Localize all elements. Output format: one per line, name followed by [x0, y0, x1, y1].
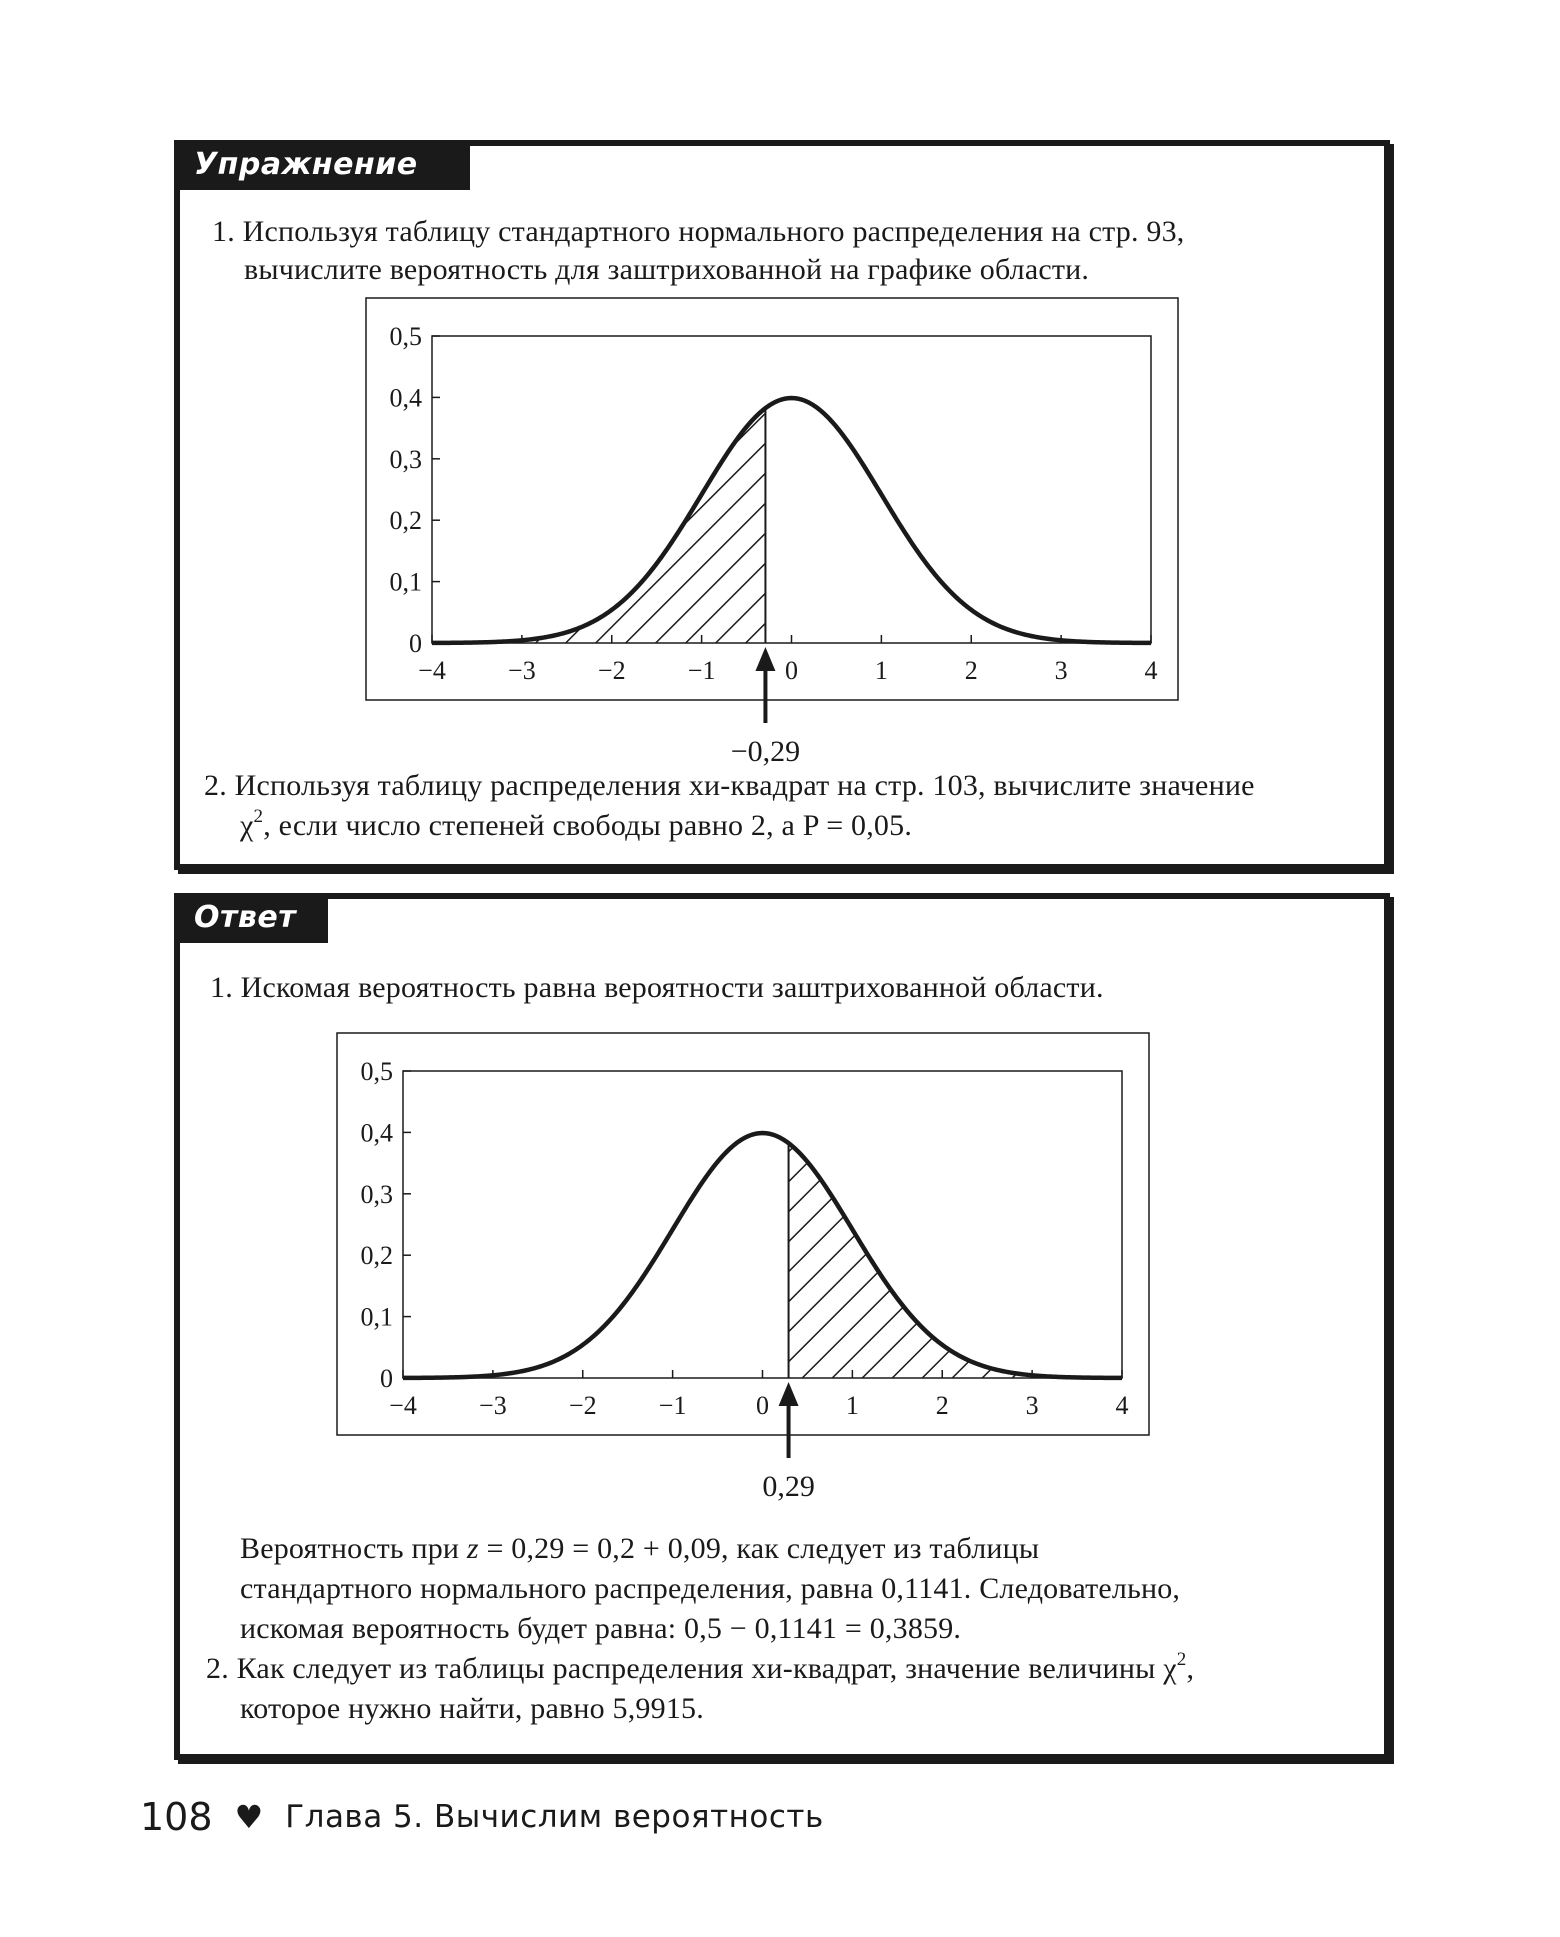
y-tick-label: 0,4 — [389, 383, 422, 413]
exercise-item2-number: 2. — [204, 769, 227, 802]
answer-item2-number: 2. — [206, 1652, 229, 1685]
answer-item2-text: Как следует из таблицы распределения хи-квадрат, значение величины χ — [236, 1652, 1177, 1685]
x-tick-label: 1 — [845, 1391, 859, 1420]
hatch-line — [772, 1102, 1048, 1378]
y-tick-label: 0,5 — [389, 322, 422, 351]
y-tick-label: 0,4 — [360, 1118, 393, 1148]
answer-para-line3: искомая вероятность будет равна: 0,5 − 0,1141 = 0,3859. — [240, 1612, 962, 1645]
answer-item1-number: 1. — [210, 971, 233, 1004]
normal-curve — [403, 1133, 1122, 1378]
chi-symbol: χ — [240, 809, 254, 842]
hatch-line — [712, 1102, 988, 1378]
exercise-item2-rest: , если число степеней свободы равно 2, а P = 0,05. — [263, 809, 913, 842]
hatch-line — [1072, 1102, 1348, 1378]
x-tick-label: −3 — [479, 1391, 507, 1420]
x-tick-label: 4 — [1115, 1391, 1129, 1420]
hatch-line — [1402, 1102, 1560, 1378]
hatch-line — [562, 1102, 838, 1378]
chi-superscript-answer: 2 — [1176, 1649, 1187, 1670]
answer-item1-text: Искомая вероятность равна вероятности заштрихованной области. — [240, 971, 1104, 1004]
y-tick-label: 0,2 — [389, 506, 422, 536]
hatch-line — [1282, 1102, 1558, 1378]
x-tick-label: −1 — [687, 656, 716, 685]
x-tick-label: −1 — [658, 1391, 687, 1420]
hatch-line — [1102, 1102, 1378, 1378]
hatch-line — [1132, 1102, 1408, 1378]
marker-arrow-head — [779, 1382, 799, 1406]
x-tick-label: −4 — [418, 656, 446, 685]
exercise-item2-text: Используя таблицу распределения хи-квадрат на стр. 103, вычислите значение — [234, 769, 1255, 802]
hatch-line — [532, 1102, 808, 1378]
hatch-line — [742, 1102, 1018, 1378]
exercise-item1-line2: вычислите вероятность для заштрихованной на графике области. — [244, 253, 1090, 286]
exercise-item1-text: Используя таблицу стандартного нормального распределения на стр. 93, — [242, 215, 1185, 248]
hatch-line — [592, 1102, 868, 1378]
page-footer — [140, 1795, 824, 1845]
x-tick-label: 2 — [964, 656, 978, 685]
exercise-item1-number: 1. — [212, 215, 235, 248]
answer-item2-comma: , — [1186, 1652, 1195, 1685]
answer-title: Ответ — [174, 893, 328, 943]
chart-plot-frame — [403, 1071, 1122, 1378]
hatch-line — [982, 1102, 1258, 1378]
x-tick-label: 2 — [935, 1391, 949, 1420]
hatch-line — [1012, 1102, 1288, 1378]
x-tick-label: −2 — [568, 1391, 597, 1420]
hatch-line — [1162, 1102, 1438, 1378]
x-tick-label: −4 — [389, 1391, 417, 1420]
heart-icon: ♥ — [234, 1798, 264, 1836]
hatch-line — [802, 1102, 1078, 1378]
hatch-line — [862, 1102, 1138, 1378]
y-tick-label: 0,1 — [360, 1302, 393, 1332]
hatch-region — [472, 1102, 1560, 1378]
x-tick-label: −2 — [597, 656, 626, 685]
x-tick-label: 0 — [756, 1391, 769, 1420]
answer-para-line1-b: = 0,29 = 0,2 + 0,09, как следует из таблицы — [478, 1532, 1040, 1565]
x-tick-label: 0 — [785, 656, 798, 685]
x-tick-label: 3 — [1025, 1391, 1039, 1420]
chi-superscript: 2 — [253, 806, 264, 827]
y-tick-label: 0,3 — [389, 444, 422, 474]
hatch-line — [922, 1102, 1198, 1378]
answer-para-line2: стандартного нормального распределения, равна 0,1141. Следовательно, — [240, 1572, 1181, 1605]
marker-arrow-label: 0,29 — [762, 1470, 815, 1503]
y-tick-label: 0 — [380, 1364, 393, 1393]
exercise-title: Упражнение — [174, 140, 470, 190]
x-tick-label: 1 — [874, 656, 888, 685]
hatch-line — [1252, 1102, 1528, 1378]
hatch-line — [472, 1102, 748, 1378]
hatch-line — [1192, 1102, 1468, 1378]
z-symbol: z — [466, 1532, 479, 1565]
y-tick-label: 0,1 — [389, 567, 422, 597]
hatch-line — [1342, 1102, 1560, 1378]
answer-para-line1-a: Вероятность при — [240, 1532, 467, 1565]
marker-arrow-label: −0,29 — [730, 735, 801, 768]
y-tick-label: 0,2 — [360, 1241, 393, 1271]
page-number: 108 — [140, 1795, 213, 1839]
hatch-line — [1432, 1102, 1560, 1378]
y-tick-label: 0,3 — [360, 1179, 393, 1209]
hatch-line — [682, 1102, 958, 1378]
chapter-title: Глава 5. Вычислим вероятность — [285, 1799, 824, 1835]
y-tick-label: 0 — [409, 629, 422, 658]
hatch-line — [1042, 1102, 1318, 1378]
answer-item2-line2: которое нужно найти, равно 5,9915. — [240, 1692, 704, 1725]
hatch-line — [1372, 1102, 1560, 1378]
hatch-line — [832, 1102, 1108, 1378]
x-tick-label: 4 — [1144, 656, 1158, 685]
hatch-line — [1312, 1102, 1560, 1378]
x-tick-label: −3 — [508, 656, 536, 685]
x-tick-label: 3 — [1054, 656, 1068, 685]
y-tick-label: 0,5 — [360, 1057, 393, 1086]
hatch-line — [952, 1102, 1228, 1378]
hatch-line — [1222, 1102, 1498, 1378]
